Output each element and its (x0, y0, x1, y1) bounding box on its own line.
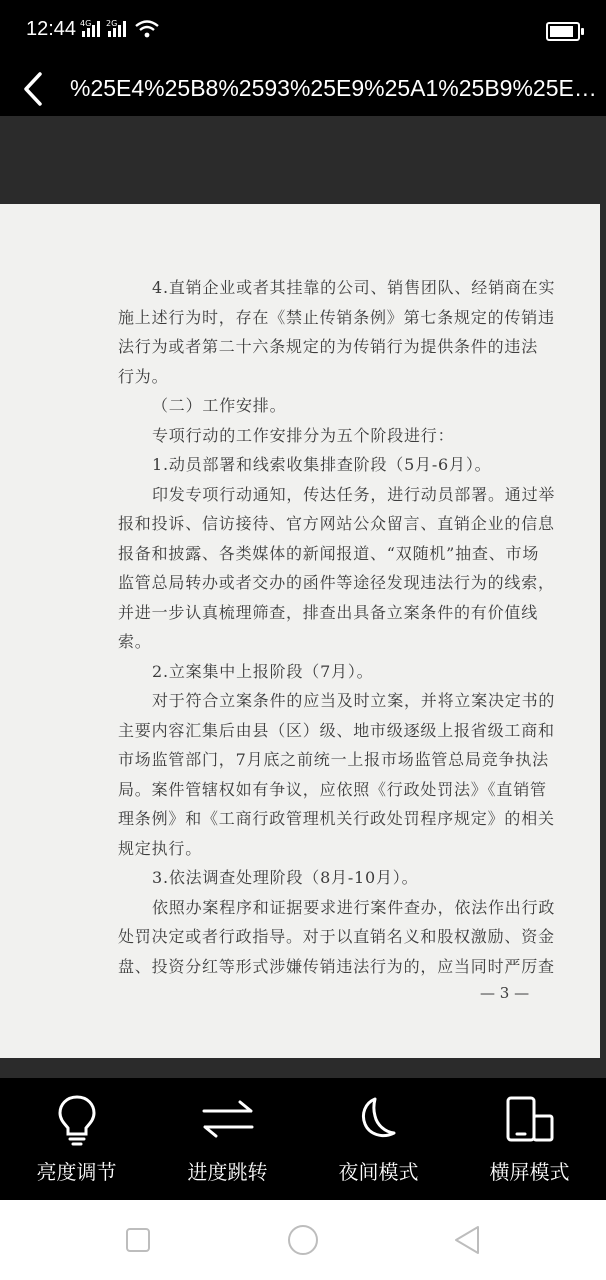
swap-arrows-icon (200, 1094, 256, 1146)
brightness-label: 亮度调节 (36, 1160, 117, 1184)
document-line: 报备和披露、各类媒体的新闻报道、“双随机”抽查、市场 (118, 543, 540, 563)
document-text (118, 273, 558, 981)
signal-2g-icon (106, 17, 132, 41)
viewer-background (0, 116, 606, 204)
battery-fill (550, 26, 573, 37)
document-line: 专项行动的工作安排分为五个阶段进行： (152, 425, 455, 445)
document-line: 市场监管部门，7月底之前统一上报市场监管总局竞争执法 (118, 750, 549, 769)
document-line: 处罚决定或者行政指导。对于以直销名义和股权激励、资金 (118, 927, 555, 946)
document-line: 2.立案集中上报阶段（7月）。 (152, 661, 374, 681)
title-bar (0, 62, 606, 116)
night-mode-button[interactable] (303, 1078, 454, 1200)
document-line: 规定执行。 (118, 838, 203, 858)
document-line: 1.动员部署和线索收集排查阶段（5月-6月）。 (152, 455, 492, 474)
document-line: 行为。 (118, 366, 169, 386)
recent-apps-icon[interactable] (118, 1220, 158, 1260)
document-line: 索。 (118, 632, 152, 651)
document-line: （二）工作安排。 (152, 396, 287, 415)
signal-4g-icon (80, 17, 106, 41)
document-line: 法行为或者第二十六条规定的为传销行为提供条件的违法 (118, 337, 539, 356)
brightness-button[interactable] (1, 1078, 152, 1200)
document-line: 并进一步认真梳理筛查，排查出具备立案条件的有价值线 (118, 602, 539, 622)
system-nav-bar (0, 1200, 606, 1280)
document-line: 4.直销企业或者其挂靠的公司、销售团队、经销商在实 (152, 278, 556, 297)
landscape-mode-button[interactable] (454, 1078, 605, 1200)
page-title: %25E4%25B8%2593%25E9%25A1%25B9%25E… (70, 75, 597, 101)
document-line: 3.依法调查处理阶段（8月-10月）。 (152, 868, 419, 887)
bottom-toolbar (0, 1078, 606, 1200)
document-line: 施上述行为时，存在《禁止传销条例》第七条规定的传销违 (118, 307, 555, 327)
progress-jump-button[interactable] (152, 1078, 303, 1200)
progress-jump-label: 进度跳转 (187, 1160, 268, 1184)
document-line: 局。案件管辖权如有争议，应依照《行政处罚法》《直销管 (118, 779, 547, 799)
document-line: 依照办案程序和证据要求进行案件查办，依法作出行政 (152, 897, 556, 917)
home-icon[interactable] (283, 1220, 323, 1260)
back-arrow-icon[interactable] (20, 70, 48, 108)
rotate-screen-icon (502, 1094, 558, 1146)
document-line: 监管总局转办或者交办的函件等途径发现违法行为的线索， (118, 573, 555, 592)
lightbulb-icon (57, 1094, 97, 1146)
clock: 12:44 (26, 18, 77, 40)
document-line: 印发专项行动通知，传达任务，进行动员部署。通过举 (152, 484, 556, 504)
moon-icon (357, 1094, 401, 1146)
signal-2-label: 2G (106, 19, 118, 28)
document-line: 理条例》和《工商行政管理机关行政处罚程序规定》的相关 (118, 809, 555, 828)
document-line: 主要内容汇集后由县（区）级、地市级逐级上报省级工商和 (118, 720, 555, 740)
battery-icon (546, 22, 580, 41)
night-mode-label: 夜间模式 (338, 1160, 419, 1184)
document-line: 对于符合立案条件的应当及时立案，并将立案决定书的 (152, 691, 556, 710)
document-line: 报和投诉、信访接待、官方网站公众留言、直销企业的信息 (118, 514, 555, 533)
wifi-icon (134, 17, 160, 41)
signal-1-label: 4G (80, 19, 92, 28)
page-edge (600, 204, 606, 1058)
landscape-mode-label: 横屏模式 (489, 1160, 570, 1184)
viewer-background-bottom (0, 1058, 606, 1078)
document-line: 盘、投资分红等形式涉嫌传销违法行为的，应当同时严厉查 (118, 956, 555, 976)
back-icon[interactable] (448, 1220, 488, 1260)
page-number: — 3 — (480, 984, 530, 1002)
status-bar (0, 0, 606, 62)
